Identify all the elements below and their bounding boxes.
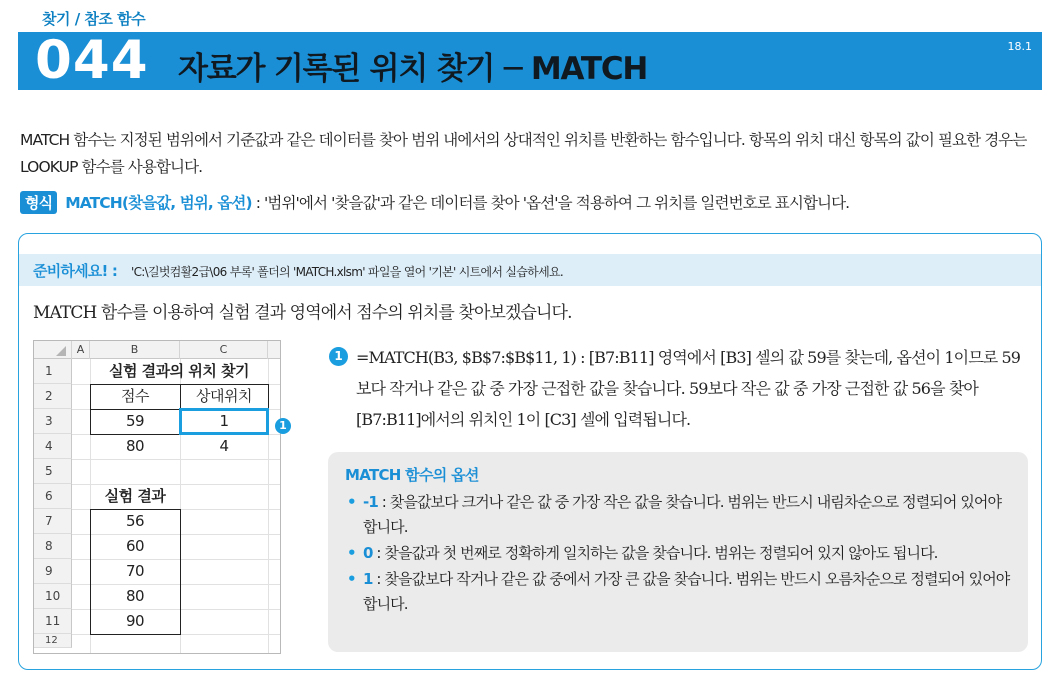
- option-text: : 찾을값보다 작거나 같은 값 중에서 가장 큰 값을 찾습니다. 범위는 반드시 오름차순으로 정렬되어 있어야 합니다.: [363, 570, 1010, 613]
- prep-strip: [19, 254, 1041, 286]
- row-header-8[interactable]: 8: [34, 534, 72, 559]
- row-header-7[interactable]: 7: [34, 509, 72, 534]
- prep-instruction: 'C:\길벗컴활2급\06 부록' 폴더의 'MATCH.xlsm' 파일을 열어 '기본' 시트에서 실습하세요.: [131, 265, 563, 279]
- option-key: -1: [363, 493, 378, 511]
- lead-sentence: MATCH 함수를 이용하여 실험 결과 영역에서 점수의 위치를 찾아보겠습니다.: [33, 303, 572, 323]
- cell-c3[interactable]: 1: [219, 412, 229, 430]
- title-bar: [18, 32, 1042, 90]
- format-description: : '범위'에서 '찾을값'과 같은 데이터를 찾아 '옵션'을 적용하여 그 위치를 일련번호로 표시합니다.: [255, 194, 850, 212]
- option-key: 1: [363, 570, 373, 588]
- row-header-5[interactable]: 5: [34, 459, 72, 484]
- lesson-number: 044: [35, 30, 149, 91]
- column-header-c[interactable]: C: [180, 341, 268, 359]
- row-header-1[interactable]: 1: [34, 359, 72, 384]
- option-key: 0: [363, 544, 373, 562]
- cell-b7[interactable]: 56: [125, 512, 145, 530]
- column-header-b[interactable]: B: [90, 341, 180, 359]
- format-row: [20, 191, 849, 213]
- row-header-9[interactable]: 9: [34, 559, 72, 584]
- options-title: MATCH 함수의 옵션: [345, 466, 479, 484]
- row-header-2[interactable]: 2: [34, 384, 72, 409]
- results-title-cell[interactable]: 실험 결과: [104, 487, 166, 505]
- intro-paragraph: MATCH 함수는 지정된 범위에서 기준값과 같은 데이터를 찾아 범위 내에서의 상대적인 위치를 반환하는 함수입니다. 항목의 위치 대신 항목의 값이 필요한 경우는 LOOKUP 함수를 사용합니다.: [20, 131, 1027, 176]
- format-badge: 형식: [20, 191, 57, 214]
- options-panel: [328, 452, 1028, 652]
- results-border: [90, 509, 181, 635]
- section-category: 찾기 / 참조 함수: [42, 10, 146, 28]
- prep-label: 준비하세요! :: [33, 262, 118, 280]
- option-item: [343, 541, 1018, 566]
- bullet-icon: •: [347, 544, 356, 562]
- options-list: [343, 490, 1018, 618]
- bullet-icon: •: [347, 493, 356, 511]
- cell-b11[interactable]: 90: [125, 612, 145, 630]
- spreadsheet[interactable]: [33, 340, 281, 654]
- explanation-text: =MATCH(B3, $B$7:$B$11, 1) : [B7:B11] 영역에서 [B3] 셀의 값 59를 찾는데, 옵션이 1이므로 59보다 작거나 같은 값 중 가장 근접한 값을 찾습니다. 59보다 작은 값 중 가장 근접한 값 56을 찾아 [B7:B11]에서의 위치인 1이 [C3] 셀에 입력됩니다.: [356, 348, 1021, 429]
- cell-c4[interactable]: 4: [219, 437, 229, 455]
- row-header-12[interactable]: 12: [34, 634, 72, 648]
- option-text: : 찾을값과 첫 번째로 정확하게 일치하는 값을 찾습니다. 범위는 정렬되어 있지 않아도 됩니다.: [372, 544, 938, 562]
- cell-b9[interactable]: 70: [125, 562, 145, 580]
- bullet-icon: •: [347, 570, 356, 588]
- header-position-cell[interactable]: 상대위치: [196, 387, 252, 405]
- cell-b3[interactable]: 59: [125, 412, 145, 430]
- explanation-number: 1: [329, 347, 348, 366]
- option-item: [343, 490, 1018, 540]
- column-header-a[interactable]: A: [72, 341, 90, 359]
- cell-b8[interactable]: 60: [125, 537, 145, 555]
- cell-b10[interactable]: 80: [125, 587, 145, 605]
- callout-marker: 1: [275, 418, 291, 434]
- corner-cell[interactable]: [34, 341, 72, 359]
- page-title: 자료가 기록된 위치 찾기 ─ MATCH: [178, 51, 648, 87]
- row-header-3[interactable]: 3: [34, 409, 72, 434]
- option-item: [343, 567, 1018, 617]
- cell-b4[interactable]: 80: [125, 437, 145, 455]
- row-header-6[interactable]: 6: [34, 484, 72, 509]
- practice-box: [18, 233, 1042, 670]
- row-header-4[interactable]: 4: [34, 434, 72, 459]
- option-text: : 찾을값보다 크거나 같은 값 중 가장 작은 값을 찾습니다. 범위는 반드시 내림차순으로 정렬되어 있어야 합니다.: [363, 493, 1002, 536]
- header-score-cell[interactable]: 점수: [121, 387, 149, 405]
- row-header-10[interactable]: 10: [34, 584, 72, 609]
- gridline: [72, 459, 281, 460]
- column-header-row: [34, 341, 280, 359]
- active-cell-highlight: [179, 408, 269, 435]
- row-header-11[interactable]: 11: [34, 609, 72, 634]
- format-syntax: MATCH(찾을값, 범위, 옵션): [65, 194, 252, 212]
- sheet-title-cell[interactable]: 실험 결과의 위치 찾기: [108, 362, 250, 380]
- section-code: 18.1: [1007, 40, 1032, 53]
